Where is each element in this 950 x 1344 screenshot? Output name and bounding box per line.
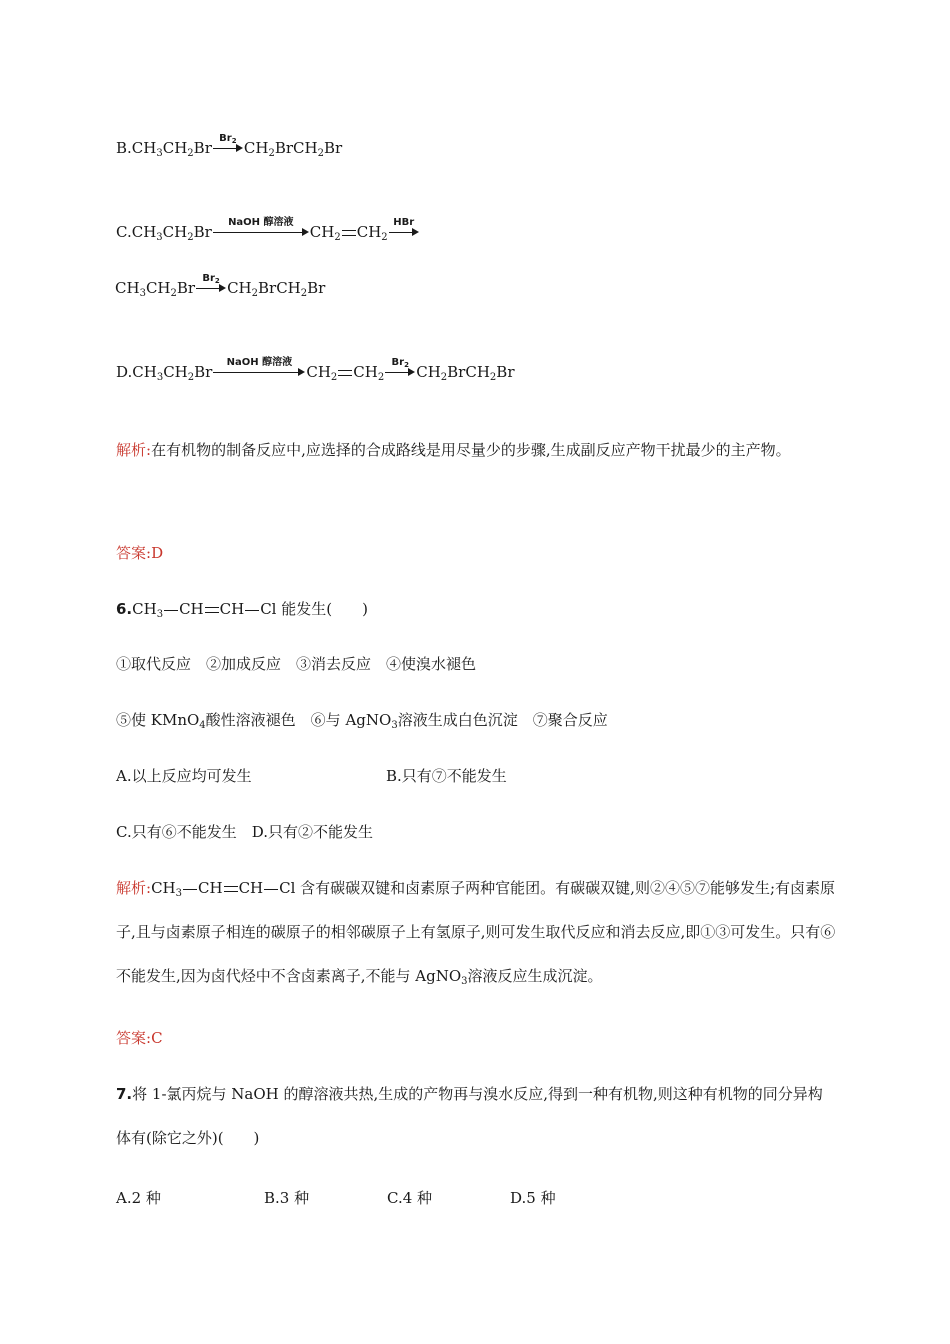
option-c-equation-line1: $C.CH_3CH_2Br$ NaOH 醇溶液 $CH_2$ $CH_2$ HBr [116, 222, 420, 242]
q7-stem: 7.将 1-氯丙烷与 NaOH 的醇溶液共热,生成的产物再与溴水反应,得到一种有机物,则这种有机物的同分异构体有(除它之外)( ) [116, 1085, 823, 1147]
analysis-label: 解析: [116, 879, 152, 897]
q6-analysis: 解析$:CH_3$ CH CH Cl 含有碳碳双键和卤素原子两种官能团。有碳碳双键,则②④⑤⑦能够发生;有卤素原子,且与卤素原子相连的碳原子的相邻碳原子上有氢原子,则可发生取代反应和消去反应,即①③可发生。只有⑥不能发生,因为卤代烃中不含卤素离子,不能与 AgNO$_3$溶液反应生成沉淀。 [116, 879, 836, 987]
q6-items-line2: ⑤使 KMnO$_4$酸性溶液褪色 ⑥与 AgNO$_3$溶液生成白色沉淀 ⑦聚合反应 [116, 711, 608, 731]
reaction-arrow: NaOH 醇溶液 [213, 226, 309, 240]
option-b-equation: $B.CH_3CH_2Br$ $Br_2$ $CH_2BrCH_2Br$ [116, 133, 343, 159]
reaction-arrow: NaOH 醇溶液 [213, 366, 305, 380]
analysis-label: 解析: [116, 441, 152, 459]
q6-items-line1: ①取代反应 ②加成反应 ③消去反应 ④使溴水褪色 [116, 655, 477, 673]
q5-analysis [116, 428, 836, 472]
option-b: B.3 种 [264, 1189, 310, 1207]
option-d: D.5 种 [510, 1189, 556, 1207]
answer-value: D [151, 544, 164, 562]
reaction-arrow: $Br_2$ [385, 366, 415, 380]
answer-label: 答案: [116, 1029, 152, 1047]
option-c-equation-line2: $CH_3CH_2Br$ $Br_2$ $CH_2BrCH_2Br$ [115, 273, 326, 299]
option-a: A.以上反应均可发生 [116, 767, 252, 785]
q6-stem: $6.CH_3$ CH CH Cl 能发生( ) [116, 600, 368, 620]
option-b: B.只有⑦不能发生 [386, 767, 507, 785]
reaction-arrow: $Br_2$ [196, 282, 226, 296]
q6-answer [116, 1028, 163, 1048]
q6-options-cd: C.只有⑥不能发生 D.只有②不能发生 [116, 823, 373, 841]
option-a: A.2 种 [116, 1189, 161, 1207]
reaction-arrow: HBr [389, 226, 419, 240]
reaction-arrow: $Br_2$ [213, 142, 243, 156]
answer-value: C [151, 1029, 163, 1047]
answer-label: 答案: [116, 544, 152, 562]
question-number: 7. [116, 1085, 133, 1103]
analysis-text: 在有机物的制备反应中,应选择的合成路线是用尽量少的步骤,生成副反应产物干扰最少的主产物。 [151, 441, 791, 459]
double-bond-icon [338, 370, 352, 376]
double-bond-icon [342, 230, 356, 236]
q5-answer [116, 543, 163, 563]
option-d-equation: $D.CH_3CH_2Br$ NaOH 醇溶液 $CH_2$ $CH_2$ $Br_2$ $CH_2BrCH_2Br$ [116, 357, 515, 383]
question-number: 6. [116, 600, 133, 618]
option-c: C.4 种 [387, 1189, 433, 1207]
